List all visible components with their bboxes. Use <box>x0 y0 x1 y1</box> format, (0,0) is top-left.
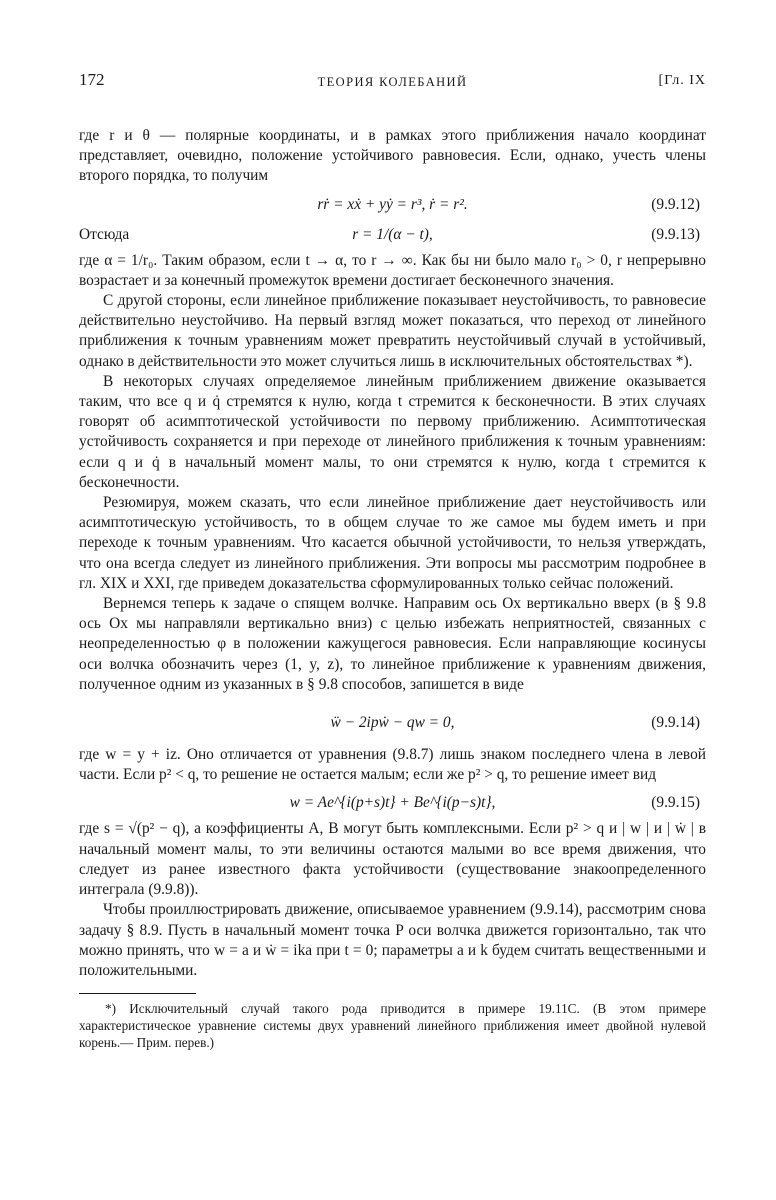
paragraph-6: Вернемся теперь к задаче о спящем волчке. Направим ось Ox вертикально вверх (в § 9.8 ось Ox мы направляли вертикально вниз) с целью избежать неприятностей, связанных с неопределенностью φ в положении кажущегося равновесия. Если направляющие косинусы оси волчка обозначить через (1, y, z), то линейное приближение к уравнениям движения, полученное одним из указанных в § 9.8 способов, запишется в виде <box>79 595 706 693</box>
page-number: 172 <box>79 70 105 89</box>
paragraph-4: В некоторых случаях определяемое линейным приближением движение оказывается таким, что все q и q̇ стремятся к нулю, когда t стремится к бесконечности. В этих случаях говорят об асимптотической устойчивости по первому приближению. Асимптотическая устойчивость сохраняется и при переходе от линейного приближения к точным уравнениям: если q и q̇ в начальный момент малы, то они стремятся к нулю, когда t стремится к бесконечности. <box>79 372 706 491</box>
paragraph-3: С другой стороны, если линейное приближение показывает неустойчивость, то равновесие действительно неустойчиво. На первый взгляд может показаться, что переход от линейного приближения к точным уравнениям может превратить неустойчивый случай в устойчивый, однако в действительности это может случиться лишь в исключительных обстоятельствах *). <box>79 292 706 370</box>
hence-word: Отсюда <box>79 225 130 243</box>
equation-body: rṙ = xẋ + yẏ = r³, ṙ = r². <box>317 195 468 213</box>
paragraph-1: где r и θ — полярные координаты, и в рамках этого приближения начало координат представляет, очевидно, положение устойчивого равновесия. Если, однако, учесть члены второго порядка, то получим <box>79 127 706 185</box>
paragraph-2: где α = 1/r₀. Таким образом, если t → α, то r → ∞. Как бы ни было мало r₀ > 0, r непрерывно возрастает и за конечный промежуток времени достигает бесконечного значения. <box>79 251 706 289</box>
equation-9-9-12 <box>79 191 706 217</box>
book-page <box>79 70 706 1051</box>
equation-body: ẅ − 2ipẇ − qw = 0, <box>330 714 455 732</box>
equation-9-9-15 <box>79 789 706 815</box>
equation-body: w = Ae^{i(p+s)t} + Be^{i(p−s)t}, <box>289 794 496 812</box>
running-header <box>79 70 706 96</box>
equation-number: (9.9.12) <box>651 195 700 213</box>
equation-number: (9.9.14) <box>651 714 700 732</box>
equation-number: (9.9.15) <box>651 794 700 812</box>
paragraph-7: где w = y + iz. Оно отличается от уравнения (9.8.7) лишь знаком последнего члена в левой части. Если p² < q, то решение не остается малым; если же p² > q, то решение имеет вид <box>79 746 706 784</box>
equation-9-9-14 <box>79 703 706 737</box>
paragraph-9: Чтобы проиллюстрировать движение, описываемое уравнением (9.9.14), рассмотрим снова задачу § 8.9. Пусть в начальный момент точка P оси волчка движется горизонтально, так что можно принять, что w = a и ẇ = ika при t = 0; параметры a и k будем считать вещественными и положительными. <box>79 901 706 979</box>
footnote-rule <box>79 993 196 994</box>
running-title: ТЕОРИЯ КОЛЕБАНИЙ <box>317 75 468 89</box>
footnote: *) Исключительный случай такого рода приводится в примере 19.11С. (В этом примере характеристическое уравнение системы двух уравнений линейного приближения имеет двойной нулевой корень.— Прим. перев.) <box>79 1001 706 1051</box>
chapter-marker: [Гл. IX <box>658 73 706 88</box>
equation-9-9-13 <box>79 221 706 247</box>
equation-number: (9.9.13) <box>651 225 700 243</box>
equation-body: r = 1/(α − t), <box>352 225 433 243</box>
paragraph-5: Резюмируя, можем сказать, что если линейное приближение дает неустойчивость или асимптотическую устойчивость, то в общем случае то же самое мы будем иметь и при переходе к точным уравнениям. Что касается обычной устойчивости, то нельзя утверждать, что она всегда следует из линейного приближения. Эти вопросы мы рассмотрим подробнее в гл. XIX и XXI, где приведем доказательства сформулированных только сейчас положений. <box>79 494 706 592</box>
paragraph-8: где s = √(p² − q), а коэффициенты A, B могут быть комплексными. Если p² > q и | w | и | ẇ | в начальный момент малы, то эти величины остаются малыми во все время движения, что следует из ранее известного факта устойчивости (существование знакоопределенного интеграла (9.9.8)). <box>79 820 706 899</box>
